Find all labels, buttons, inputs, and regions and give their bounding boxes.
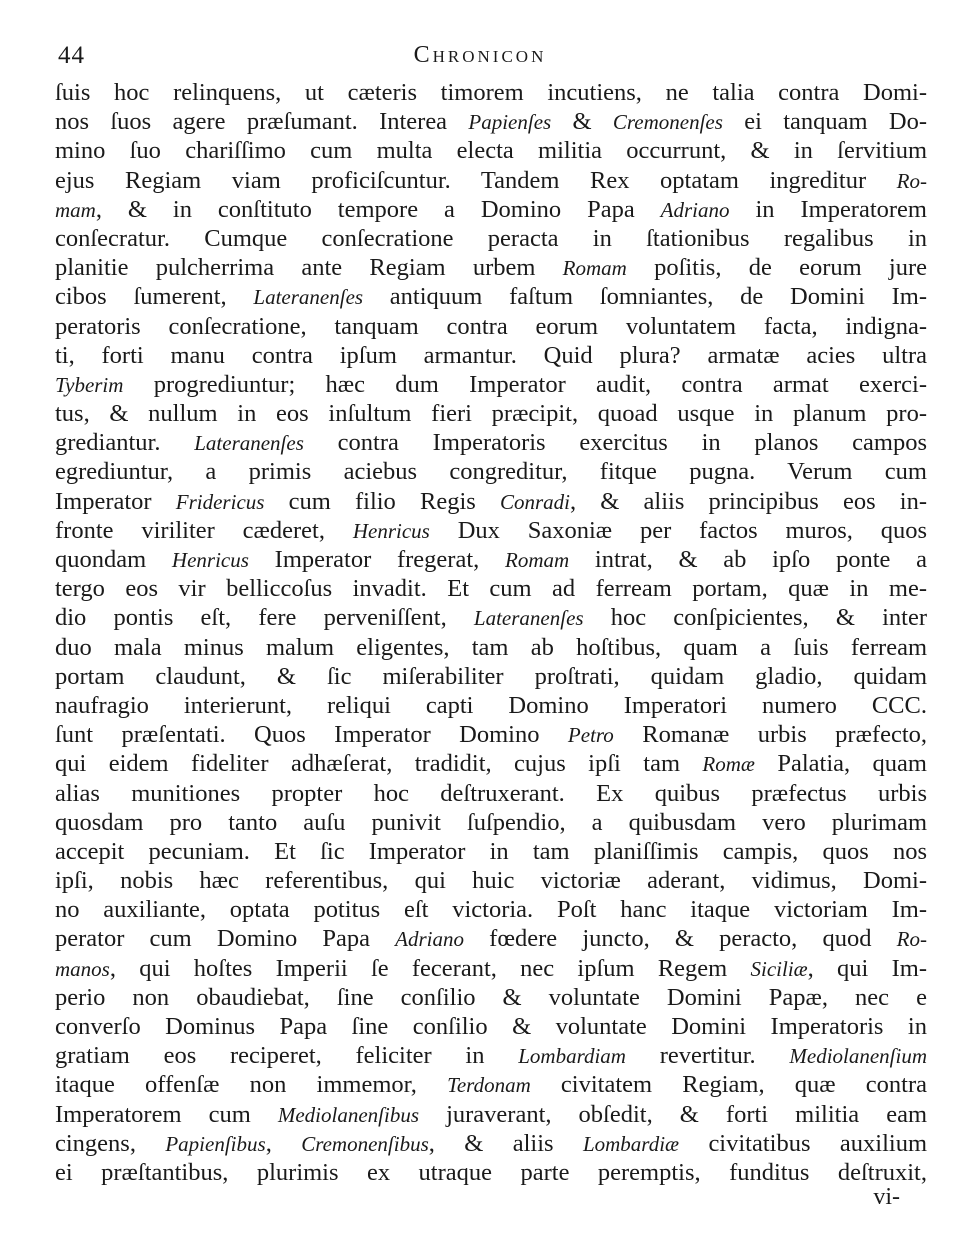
- text-run: planitie pulcherrima ante Regiam urbem: [55, 254, 563, 282]
- text-run: dio pontis eſt, fere perveniſſent,: [55, 604, 474, 632]
- text-run: ti, forti manu contra ipſum armantur. Quid plura? armatæ acies ultra: [55, 341, 927, 369]
- text-line: [55, 691, 927, 720]
- italic-name: Cremonenſibus: [301, 1131, 429, 1156]
- text-run: , & aliis principibus eos in-: [569, 487, 927, 515]
- text-run: juraverant, obſedit, & forti militia eam: [419, 1100, 927, 1128]
- italic-name: Mediolanenſibus: [277, 1102, 419, 1127]
- text-run: itaque offenſæ non immemor,: [55, 1071, 448, 1099]
- text-run: converſo Dominus Papa ſine conſilio & voluntate Domini Imperatoris in: [55, 1013, 927, 1040]
- italic-name: Terdonam: [447, 1073, 531, 1098]
- text-run: cibos ſumerent,: [55, 283, 254, 311]
- text-line: [55, 749, 927, 778]
- text-run: ei tanquam Do-: [722, 108, 927, 136]
- text-run: civitatibus auxilium: [679, 1129, 927, 1157]
- running-title: Chronicon: [413, 42, 547, 68]
- italic-name: Romæ: [702, 752, 755, 777]
- text-run: fronte viriliter cæderet,: [55, 516, 353, 544]
- text-run: progrediuntur; hæc dum Imperator audit, contra armat exerci-: [123, 370, 927, 398]
- text-run: tus, & nullum in eos inſultum fieri præcipit, quoad usque in planum pro-: [55, 400, 927, 428]
- text-run: grediantur.: [55, 429, 195, 457]
- text-line: [55, 633, 927, 662]
- text-line: [55, 924, 927, 953]
- text-run: portam claudunt, & ſic miſerabiliter proſtrati, quidam gladio, quidam: [55, 662, 927, 690]
- text-run: , & in conſtituto tempore a Domino Papa: [95, 195, 661, 223]
- text-run: conſecratur. Cumque conſecratione peracta in ſtationibus regalibus in: [55, 224, 927, 252]
- italic-name: Tyberim: [55, 372, 124, 397]
- text-line: [55, 1012, 927, 1041]
- text-run: ,: [265, 1129, 302, 1157]
- catchword: vi-: [873, 1184, 900, 1210]
- text-run: tergo eos vir belliccoſus invadit. Et cum ad ferream portam, quæ in me-: [55, 575, 927, 603]
- text-run: alias munitiones propter hoc deſtruxerant. Ex quibus præfectus urbis: [55, 779, 927, 807]
- text-line: [55, 1129, 927, 1158]
- text-run: cingens,: [55, 1129, 166, 1157]
- text-run: nos ſuos agere præſumant. Interea: [55, 108, 469, 136]
- italic-name: manos: [55, 956, 110, 981]
- text-run: qui eidem fideliter adhæſerat, tradidit, cujus ipſi tam: [55, 750, 703, 778]
- text-run: intrat, & ab ipſo ponte a: [569, 546, 927, 573]
- italic-name: Adriano: [660, 197, 730, 222]
- text-line: [55, 954, 927, 983]
- text-run: , qui Im-: [807, 954, 927, 982]
- text-line: [55, 1041, 927, 1070]
- text-run: cum filio Regis: [264, 487, 500, 515]
- text-run: antiquum faſtum ſomniantes, de Domini Im-: [363, 283, 927, 311]
- text-line: [55, 662, 927, 691]
- text-line: [55, 312, 927, 341]
- italic-name: Siciliæ: [750, 956, 808, 981]
- text-run: ei præſtantibus, plurimis ex utraque parte peremptis, funditus deſtruxit,: [55, 1158, 927, 1186]
- text-line: [55, 808, 927, 837]
- text-line: [55, 107, 927, 136]
- italic-name: Conradi: [499, 489, 570, 514]
- text-run: ſuis hoc relinquens, ut cæteris timorem incutiens, ne talia contra Domi-: [55, 79, 927, 106]
- italic-name: Lombardiam: [518, 1044, 626, 1069]
- italic-name: Lombardiæ: [582, 1131, 680, 1156]
- text-line: [55, 282, 927, 311]
- italic-name: Romam: [562, 256, 627, 281]
- text-line: [55, 224, 927, 253]
- text-run: contra Imperatoris exercitus in planos campos: [303, 429, 927, 457]
- italic-name: mam: [55, 197, 96, 222]
- text-run: hoc conſpicientes, & inter: [583, 604, 927, 632]
- text-run: no auxiliante, optata potitus eſt victoria. Poſt hanc itaque victoriam Im-: [55, 896, 927, 924]
- italic-name: Henricus: [352, 518, 430, 543]
- italic-name: Ro-: [896, 168, 927, 193]
- text-run: &: [551, 108, 613, 136]
- text-run: ſunt præſentati. Quos Imperator Domino: [55, 721, 568, 749]
- text-run: mino ſuo chariſſimo cum multa electa militia occurrunt, & in ſervitium: [55, 137, 927, 165]
- text-line: [55, 457, 927, 486]
- text-line: [55, 983, 927, 1012]
- text-run: civitatem Regiam, quæ contra: [530, 1071, 927, 1099]
- italic-name: Adriano: [395, 927, 464, 952]
- text-run: Imperator: [55, 487, 176, 515]
- body-text: [55, 78, 927, 1187]
- text-line: [55, 253, 927, 282]
- text-run: fœdere juncto, & peracto, quod: [464, 925, 897, 953]
- text-run: peratoris conſecratione, tanquam contra eorum voluntatem facta, indigna-: [55, 312, 927, 340]
- text-run: , qui hoſtes Imperii ſe fecerant, nec ipſum Regem: [109, 954, 751, 982]
- text-run: quosdam pro tanto auſu punivit ſuſpendio, a quibusdam vero plurimam: [55, 808, 927, 836]
- text-line: [55, 195, 927, 224]
- text-line: [55, 487, 927, 516]
- italic-name: Fridericus: [175, 489, 265, 514]
- text-run: ejus Regiam viam proficiſcuntur. Tandem Rex optatam ingreditur: [55, 166, 897, 194]
- italic-name: Henricus: [171, 548, 249, 572]
- text-run: revertitur.: [625, 1042, 790, 1070]
- text-run: naufragio interierunt, reliqui capti Domino Imperatori numero CCC.: [55, 691, 927, 719]
- text-run: Imperatorem cum: [55, 1100, 278, 1128]
- text-line: [55, 866, 927, 895]
- text-line: [55, 428, 927, 457]
- text-line: [55, 895, 927, 924]
- text-line: [55, 720, 927, 749]
- text-run: quondam: [55, 546, 172, 573]
- text-run: gratiam eos reciperet, feliciter in: [55, 1042, 519, 1070]
- text-run: poſitis, de eorum jure: [626, 254, 927, 282]
- italic-name: Lateranenſes: [194, 431, 304, 456]
- text-line: [55, 136, 927, 165]
- italic-name: Petro: [567, 723, 614, 748]
- text-line: [55, 341, 927, 370]
- text-run: duo mala minus malum eligentes, tam ab hoſtibus, quam a ſuis ferream: [55, 633, 927, 661]
- page-header: [0, 42, 960, 76]
- text-line: [55, 1100, 927, 1129]
- text-line: [55, 1158, 927, 1187]
- text-run: Palatia, quam: [754, 750, 927, 778]
- text-line: [55, 370, 927, 399]
- text-line: [55, 837, 927, 866]
- text-run: egrediuntur, a primis aciebus congreditur, fitque pugna. Verum cum: [55, 458, 927, 486]
- italic-name: Mediolanenſium: [789, 1044, 927, 1069]
- italic-name: Cremonenſes: [612, 110, 723, 135]
- text-run: perator cum Domino Papa: [55, 925, 396, 953]
- text-line: [55, 574, 927, 603]
- text-run: ipſi, nobis hæc referentibus, qui huic victoriæ aderant, vidimus, Domi-: [55, 867, 927, 895]
- page-number: 44: [58, 42, 85, 69]
- italic-name: Lateranenſes: [473, 606, 584, 631]
- text-run: in Imperatorem: [729, 195, 927, 223]
- text-run: perio non obaudiebat, ſine conſilio & voluntate Domini Papæ, nec e: [55, 983, 927, 1011]
- text-run: Imperator fregerat,: [248, 546, 505, 573]
- italic-name: Ro-: [896, 927, 927, 952]
- text-run: , & aliis: [428, 1129, 583, 1157]
- text-line: [55, 603, 927, 632]
- text-run: Romanæ urbis præfecto,: [613, 721, 927, 749]
- text-run: Dux Saxoniæ per factos muros, quos: [429, 516, 927, 544]
- text-line: [55, 779, 927, 808]
- text-line: [55, 166, 927, 195]
- text-line: [55, 545, 927, 574]
- text-line: [55, 399, 927, 428]
- text-line: [55, 78, 927, 107]
- text-line: [55, 1070, 927, 1099]
- italic-name: Romam: [505, 548, 570, 572]
- italic-name: Papienſes: [468, 110, 552, 135]
- italic-name: Lateranenſes: [253, 285, 364, 310]
- italic-name: Papienſibus: [165, 1131, 266, 1156]
- text-line: [55, 516, 927, 545]
- text-run: accepit pecuniam. Et ſic Imperator in tam planiſſimis campis, quos nos: [55, 837, 927, 865]
